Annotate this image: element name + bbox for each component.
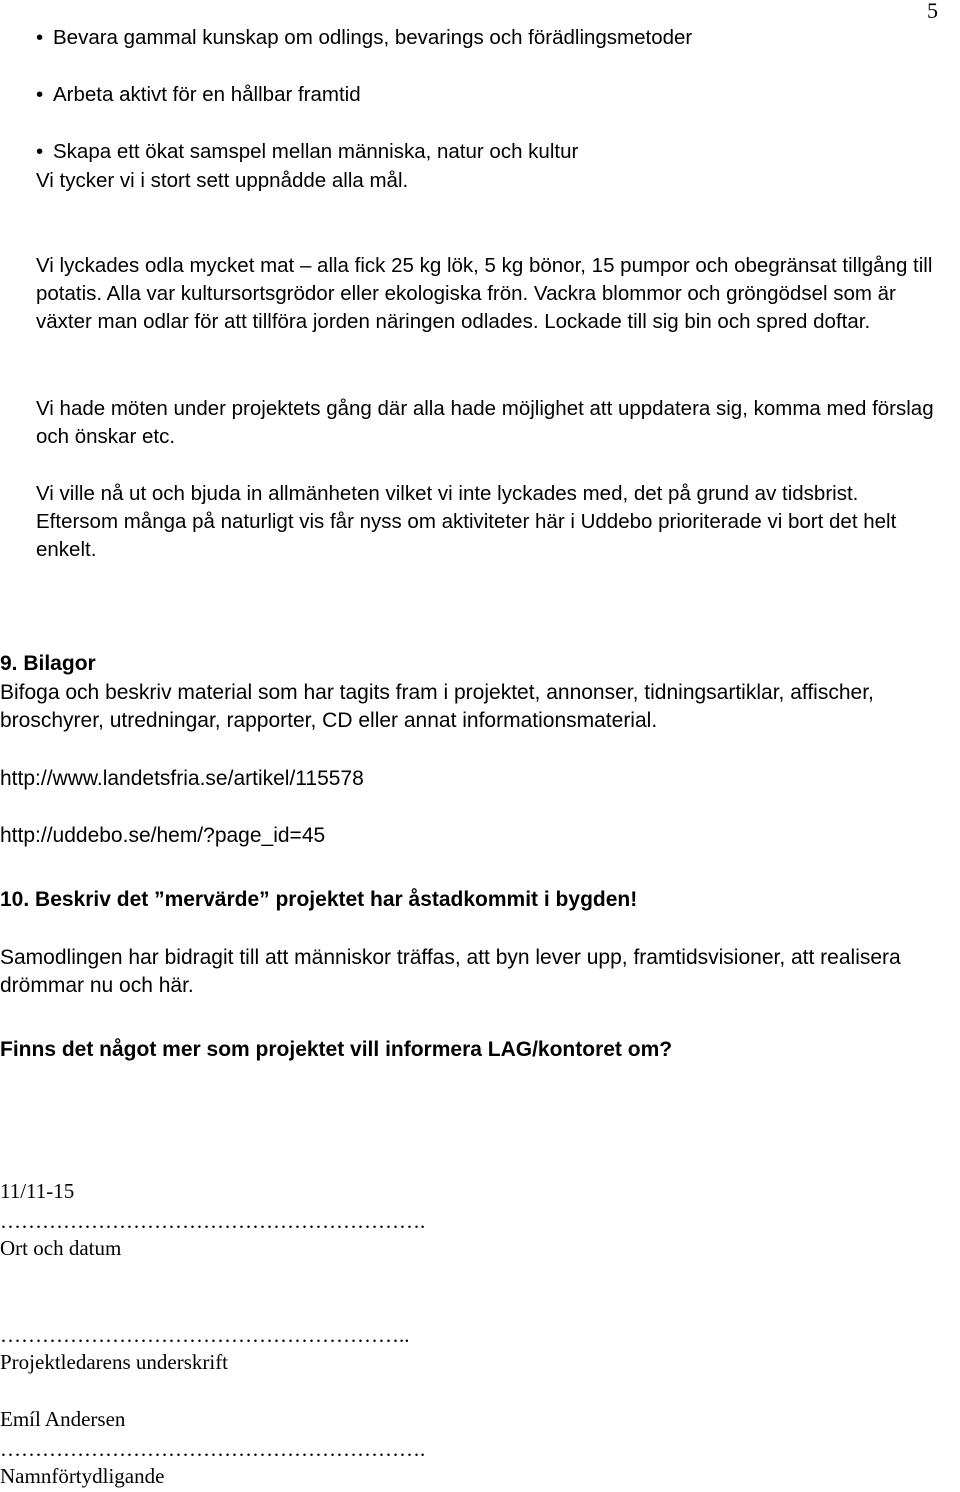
name-value: Emíl Andersen [0, 1407, 126, 1431]
date-line: ……………………………………………………. [0, 1209, 426, 1233]
signature-label: Projektledarens underskrift [0, 1350, 229, 1374]
goal-item: • Bevara gammal kunskap om odlings, bevarings och förädlingsmetoder [36, 24, 692, 52]
goal-item: • Skapa ett ökat samspel mellan människa, natur och kultur [36, 138, 578, 166]
paragraph-goals-met: Vi tycker vi i stort sett uppnådde alla mål. [36, 169, 409, 192]
date-value: 11/11-15 [0, 1179, 75, 1203]
attachment-link[interactable]: http://www.landetsfria.se/artikel/115578 [0, 767, 364, 790]
paragraph-results: Vi lyckades odla mycket mat – alla fick 25 kg lök, 5 kg bönor, 15 pumpor och obegränsat tillgång till potatis. Alla var kultursortsgrödor eller ekologiska frön. Vackra blommor och gröngödsel som är växter man odlar för att tillföra jorden näringen odlades. Lockade till sig bin och spred doftar. [36, 254, 933, 333]
paragraph-meetings: Vi hade möten under projektets gång där alla hade möjlighet att uppdatera sig, komma med förslag och önskar etc. [36, 397, 934, 448]
section-10-heading: 10. Beskriv det ”mervärde” projektet har åstadkommit i bygden! [0, 888, 638, 911]
date-label: Ort och datum [0, 1236, 122, 1260]
section-10-text: Samodlingen har bidragit till att människor träffas, att byn lever upp, framtidsvisioner, att realisera drömmar nu och här. [0, 946, 901, 997]
signature-line: ………………………………………………….. [0, 1323, 410, 1347]
paragraph-outreach: Vi ville nå ut och bjuda in allmänheten vilket vi inte lyckades med, det på grund av tidsbrist. Eftersom många på naturligt vis får nyss om aktiviteter här i Uddebo prioriterade vi bort det helt enkelt. [36, 482, 897, 561]
attachment-link[interactable]: http://uddebo.se/hem/?page_id=45 [0, 824, 326, 847]
section-9-text: Bifoga och beskriv material som har tagits fram i projektet, annonser, tidningsartiklar, affischer, broschyrer, utredningar, rapporter, CD eller annat informationsmaterial. [0, 681, 874, 732]
goal-item: • Arbeta aktivt för en hållbar framtid [36, 81, 361, 109]
page-number: 5 [927, 0, 938, 23]
section-9-heading: 9. Bilagor [0, 652, 96, 675]
lag-question-heading: Finns det något mer som projektet vill informera LAG/kontoret om? [0, 1038, 673, 1061]
name-label: Namnförtydligande [0, 1464, 165, 1488]
name-line: ……………………………………………………. [0, 1437, 426, 1461]
